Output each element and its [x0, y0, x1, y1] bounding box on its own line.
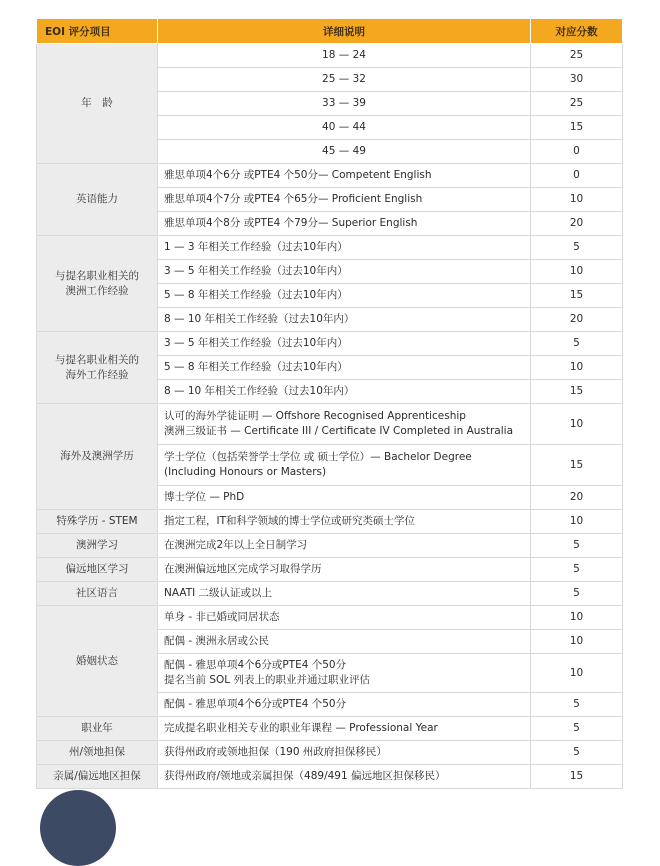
table-row	[37, 510, 623, 534]
detail-cell: 雅思单项4个7分 或PTE4 个65分— Proficient English	[158, 188, 531, 212]
score-cell: 0	[531, 140, 623, 164]
detail-cell: 雅思单项4个8分 或PTE4 个79分— Superior English	[158, 212, 531, 236]
score-cell: 5	[531, 717, 623, 741]
category-regional-study: 偏远地区学习	[37, 558, 158, 582]
header-category: EOI 评分项目	[37, 19, 158, 44]
category-label-line: 与提名职业相关的	[55, 353, 139, 366]
category-professional-year: 职业年	[37, 717, 158, 741]
header-detail: 详细说明	[158, 19, 531, 44]
category-stem: 特殊学历 - STEM	[37, 510, 158, 534]
table-row	[37, 236, 623, 260]
detail-cell: 25 — 32	[158, 68, 531, 92]
detail-cell	[158, 404, 531, 445]
score-cell: 20	[531, 212, 623, 236]
detail-line: (Including Honours or Masters)	[164, 466, 327, 478]
score-cell: 10	[531, 510, 623, 534]
detail-cell: 18 — 24	[158, 44, 531, 68]
table-row	[37, 534, 623, 558]
score-cell: 15	[531, 116, 623, 140]
category-english: 英语能力	[37, 164, 158, 236]
detail-cell: 完成提名职业相关专业的职业年课程 — Professional Year	[158, 717, 531, 741]
detail-cell	[158, 445, 531, 486]
score-cell: 5	[531, 558, 623, 582]
detail-line: 学士学位（包括荣誉学士学位 或 硕士学位）— Bachelor Degree	[164, 451, 472, 463]
score-cell: 25	[531, 44, 623, 68]
table-row	[37, 404, 623, 445]
header-row	[37, 19, 623, 44]
detail-cell: 8 — 10 年相关工作经验（过去10年内）	[158, 308, 531, 332]
score-cell: 10	[531, 654, 623, 693]
score-cell: 5	[531, 693, 623, 717]
score-cell: 15	[531, 284, 623, 308]
detail-cell: NAATI 二级认证或以上	[158, 582, 531, 606]
score-cell: 5	[531, 741, 623, 765]
table-row	[37, 717, 623, 741]
category-community-language: 社区语言	[37, 582, 158, 606]
table-row	[37, 332, 623, 356]
category-label-line: 澳洲工作经验	[65, 284, 129, 297]
score-cell: 5	[531, 236, 623, 260]
table-row	[37, 164, 623, 188]
score-cell: 10	[531, 630, 623, 654]
detail-cell: 获得州政府或领地担保（190 州政府担保移民）	[158, 741, 531, 765]
category-relative-sponsor: 亲属/偏远地区担保	[37, 765, 158, 789]
detail-cell: 雅思单项4个6分 或PTE4 个50分— Competent English	[158, 164, 531, 188]
detail-cell: 5 — 8 年相关工作经验（过去10年内）	[158, 284, 531, 308]
detail-cell: 40 — 44	[158, 116, 531, 140]
table-row	[37, 606, 623, 630]
detail-cell: 配偶 - 雅思单项4个6分或PTE4 个50分	[158, 693, 531, 717]
detail-cell: 3 — 5 年相关工作经验（过去10年内）	[158, 260, 531, 284]
eoi-points-table	[36, 18, 623, 789]
score-cell: 30	[531, 68, 623, 92]
score-cell: 25	[531, 92, 623, 116]
score-cell: 10	[531, 260, 623, 284]
score-cell: 15	[531, 445, 623, 486]
detail-cell: 5 — 8 年相关工作经验（过去10年内）	[158, 356, 531, 380]
score-cell: 15	[531, 765, 623, 789]
score-cell: 10	[531, 606, 623, 630]
score-cell: 20	[531, 308, 623, 332]
avatar-circle	[40, 790, 116, 866]
detail-cell	[158, 654, 531, 693]
detail-cell: 8 — 10 年相关工作经验（过去10年内）	[158, 380, 531, 404]
category-au-study: 澳洲学习	[37, 534, 158, 558]
category-marital: 婚姻状态	[37, 606, 158, 717]
score-cell: 10	[531, 188, 623, 212]
score-cell: 5	[531, 534, 623, 558]
table-row	[37, 582, 623, 606]
category-age: 年 龄	[37, 44, 158, 164]
detail-cell: 指定工程，IT和科学领域的博士学位或研究类硕士学位	[158, 510, 531, 534]
table-row	[37, 765, 623, 789]
score-cell: 0	[531, 164, 623, 188]
category-label-line: 海外工作经验	[65, 368, 129, 381]
score-cell: 20	[531, 486, 623, 510]
category-au-work	[37, 236, 158, 332]
detail-cell: 33 — 39	[158, 92, 531, 116]
category-os-work	[37, 332, 158, 404]
detail-line: 认可的海外学徒证明 — Offshore Recognised Apprenticeship	[164, 410, 466, 422]
score-cell: 5	[531, 332, 623, 356]
detail-cell: 获得州政府/领地或亲属担保（489/491 偏远地区担保移民）	[158, 765, 531, 789]
eoi-points-table-container	[36, 18, 622, 789]
detail-cell: 1 — 3 年相关工作经验（过去10年内）	[158, 236, 531, 260]
detail-cell: 在澳洲完成2年以上全日制学习	[158, 534, 531, 558]
detail-line: 澳洲三级证书 — Certificate III / Certificate IV Completed in Australia	[164, 425, 514, 437]
table-row	[37, 44, 623, 68]
table-row	[37, 558, 623, 582]
category-state-nomination: 州/领地担保	[37, 741, 158, 765]
category-education: 海外及澳洲学历	[37, 404, 158, 510]
detail-line: 配偶 - 雅思单项4个6分或PTE4 个50分	[164, 659, 347, 671]
detail-cell: 45 — 49	[158, 140, 531, 164]
detail-cell: 博士学位 — PhD	[158, 486, 531, 510]
detail-cell: 配偶 - 澳洲永居或公民	[158, 630, 531, 654]
score-cell: 5	[531, 582, 623, 606]
score-cell: 10	[531, 404, 623, 445]
score-cell: 10	[531, 356, 623, 380]
category-label-line: 与提名职业相关的	[55, 269, 139, 282]
table-row	[37, 741, 623, 765]
detail-cell: 在澳洲偏远地区完成学习取得学历	[158, 558, 531, 582]
header-score: 对应分数	[531, 19, 623, 44]
detail-line: 提名当前 SOL 列表上的职业并通过职业评估	[164, 674, 370, 686]
detail-cell: 单身 - 非已婚或同居状态	[158, 606, 531, 630]
score-cell: 15	[531, 380, 623, 404]
detail-cell: 3 — 5 年相关工作经验（过去10年内）	[158, 332, 531, 356]
